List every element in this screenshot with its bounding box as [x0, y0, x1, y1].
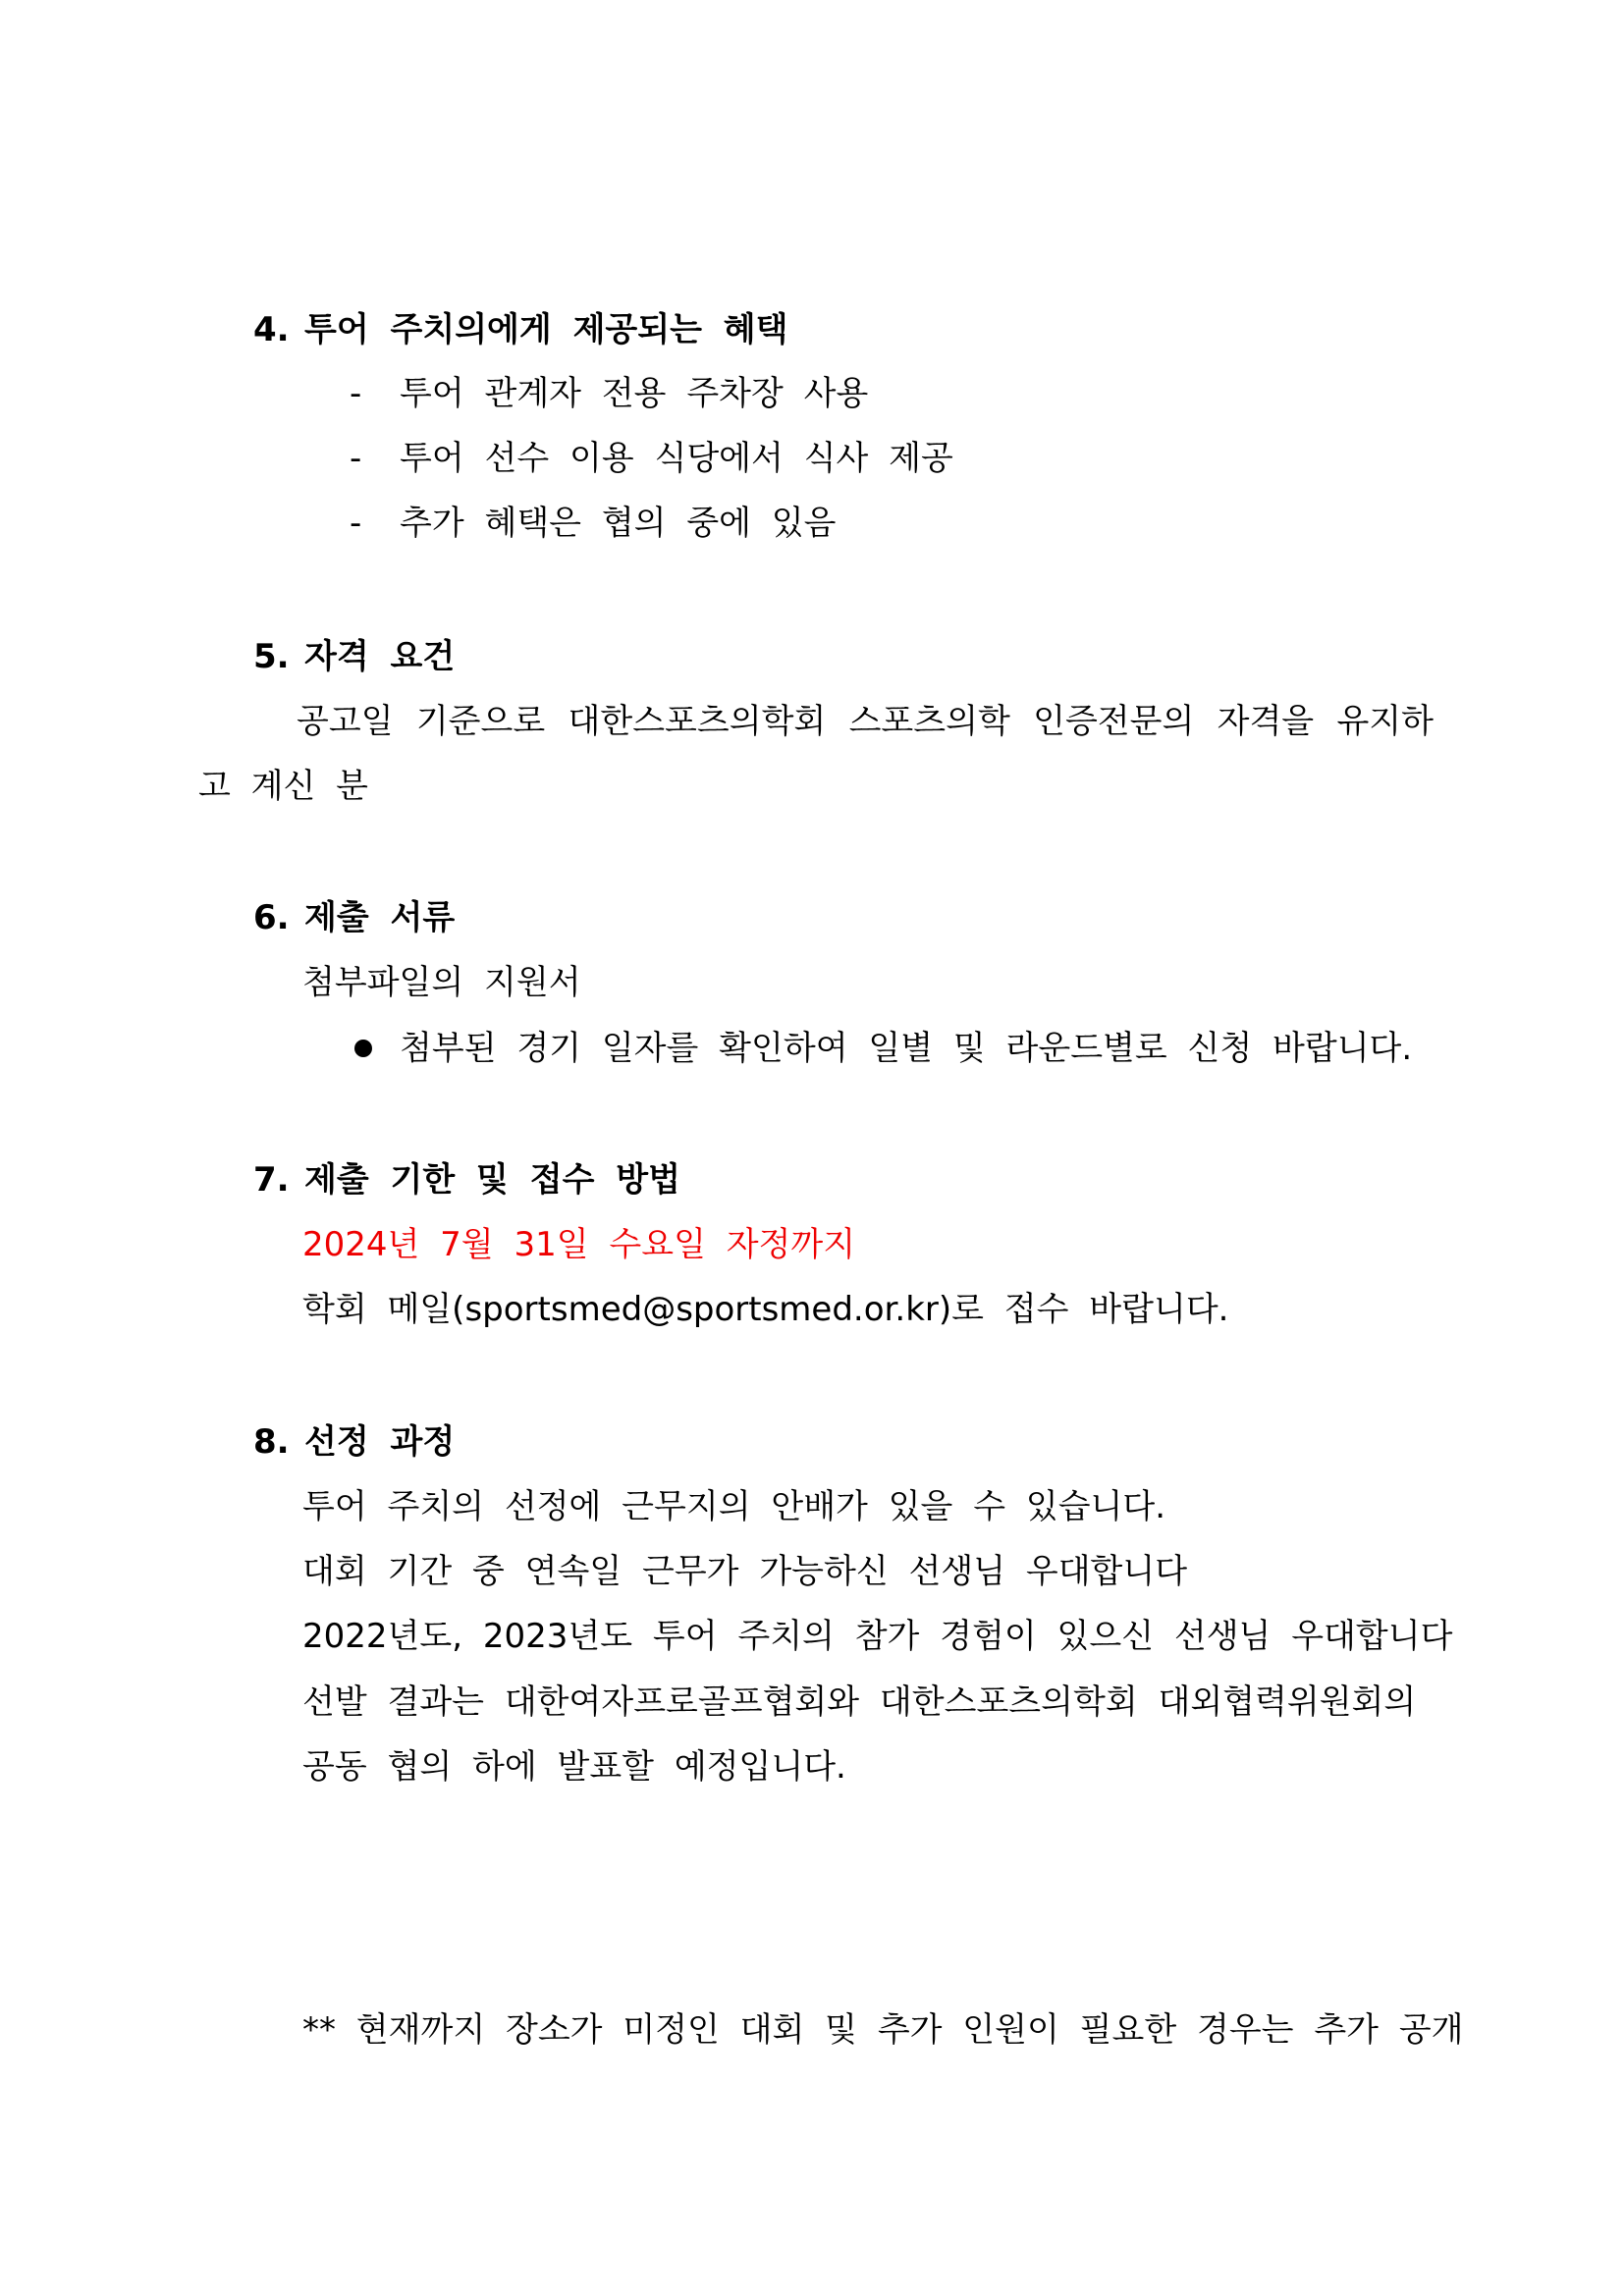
selection-text-line: 대회 기간 중 연속일 근무가 가능하신 선생님 우대합니다	[302, 1552, 1188, 1591]
documents-text: 첨부파일의 지원서	[302, 963, 581, 1002]
deadline-text: 2024년 7월 31일 수요일 자정까지	[302, 1225, 856, 1264]
benefit-item-text: 투어 선수 이용 식당에서 식사 제공	[400, 439, 953, 478]
footnote-text: ** 현재까지 장소가 미정인 대회 및 추가 인원이 필요한 경우는 추가 공개	[302, 2010, 1464, 2050]
selection-text-line: 투어 주치의 선정에 근무지의 안배가 있을 수 있습니다.	[302, 1487, 1166, 1526]
dash-marker: -	[350, 374, 362, 413]
section-7-number: 7.	[253, 1160, 290, 1200]
section-5-title: 자격 요건	[304, 637, 456, 676]
section-8-title: 선정 과정	[304, 1422, 456, 1462]
dash-marker: -	[350, 439, 362, 478]
qualification-text-line-1: 공고일 기준으로 대한스포츠의학회 스포츠의학 인증전문의 자격을 유지하	[297, 702, 1434, 741]
section-5-number: 5.	[253, 637, 290, 676]
selection-text-line: 공동 협의 하에 발표할 예정입니다.	[302, 1747, 846, 1787]
section-6-title: 제출 서류	[304, 898, 456, 937]
dash-marker: -	[350, 504, 362, 543]
benefit-item	[0, 437, 1624, 480]
section-4-heading	[253, 308, 787, 351]
benefit-item	[0, 372, 1624, 415]
documents-bullet-text: 첨부된 경기 일자를 확인하여 일별 및 라운드별로 신청 바랍니다.	[400, 1029, 1413, 1068]
documents-bullet	[0, 1027, 1624, 1070]
section-8-number: 8.	[253, 1422, 290, 1462]
benefit-item-text: 투어 관계자 전용 주차장 사용	[400, 374, 869, 413]
section-4-number: 4.	[253, 310, 290, 349]
section-8-heading	[253, 1420, 455, 1464]
section-5-heading	[253, 635, 455, 678]
qualification-text-line-2: 고 계신 분	[198, 767, 368, 806]
benefit-item-text: 추가 혜택은 협의 중에 있음	[400, 504, 837, 543]
selection-text-line: 2022년도, 2023년도 투어 주치의 참가 경험이 있으신 선생님 우대합니다	[302, 1617, 1453, 1656]
selection-text-line: 선발 결과는 대한여자프로골프협회와 대한스포츠의학회 대외협력위원회의	[302, 1682, 1417, 1722]
submission-method-text: 학회 메일(sportsmed@sportsmed.or.kr)로 접수 바랍니다.	[302, 1290, 1229, 1329]
section-4-title: 투어 주치의에게 제공되는 혜택	[304, 310, 788, 349]
benefit-item	[0, 502, 1624, 545]
bullet-dot-icon	[354, 1040, 372, 1057]
section-6-number: 6.	[253, 898, 290, 937]
section-7-heading	[253, 1158, 680, 1201]
section-6-heading	[253, 896, 455, 939]
section-7-title: 제출 기한 및 접수 방법	[304, 1160, 680, 1200]
